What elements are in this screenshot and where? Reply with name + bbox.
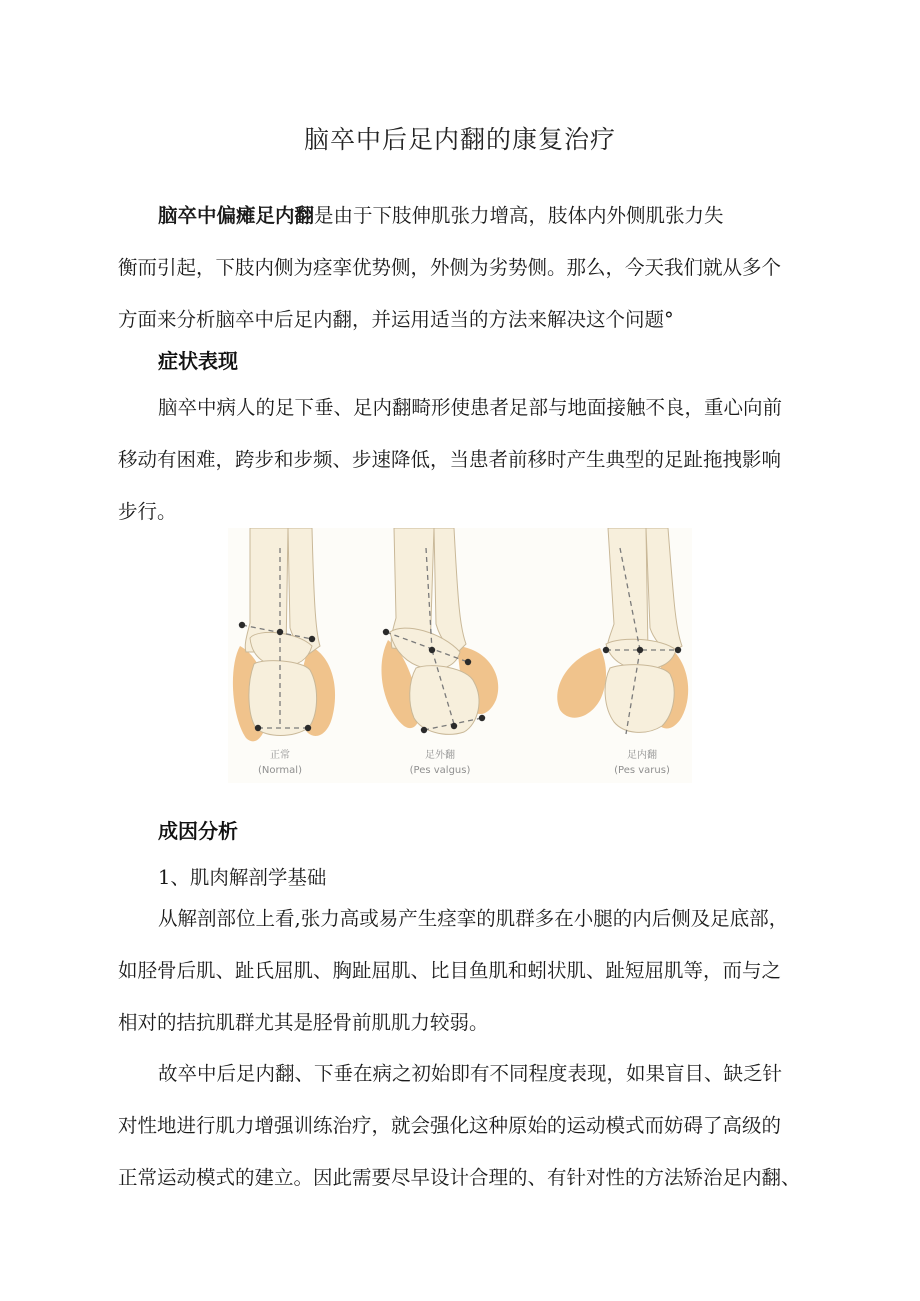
intro-line3: 方面来分析脑卒中后足内翻，并运用适当的方法来解决这个问题° [118, 308, 674, 331]
valgus-marker [451, 723, 457, 729]
subheading-anatomy: 1、肌肉解剖学基础 [158, 866, 327, 889]
valgus-label-cn: 足外翻 [425, 750, 455, 761]
treatment-line1: 故卒中后足内翻、下垂在病之初始即有不同程度表现，如果盲目、缺乏针 [158, 1062, 783, 1085]
varus-marker [675, 647, 681, 653]
normal-marker [305, 725, 311, 731]
valgus-marker [383, 629, 389, 635]
symptoms-paragraph [118, 382, 808, 538]
varus-tibia [607, 528, 648, 652]
anatomy-line3: 相对的拮抗肌群尤其是胫骨前肌肌力较弱。 [118, 1011, 489, 1034]
valgus-calcaneus [410, 666, 479, 735]
intro-line1: 是由于下肢伸肌张力增高，肢体内外侧肌张力失 [314, 204, 724, 227]
normal-calcaneus [249, 661, 317, 736]
normal-marker [277, 629, 283, 635]
valgus-marker [465, 659, 471, 665]
section-heading-symptoms: 症状表现 [158, 349, 238, 373]
normal-marker [239, 622, 245, 628]
symptoms-line3: 步行。 [118, 500, 177, 523]
foot-alignment-figure [228, 528, 692, 783]
treatment-line3: 正常运动模式的建立。因此需要尽早设计合理的、有针对性的方法矫治足内翻、 [118, 1166, 801, 1189]
varus-marker [637, 647, 643, 653]
normal-marker [255, 725, 261, 731]
varus-calcaneus [605, 665, 674, 733]
varus-label-en: (Pes varus) [614, 765, 670, 776]
intro-lead: 脑卒中偏瘫足内翻 [158, 204, 315, 227]
page-title: 脑卒中后足内翻的康复治疗 [303, 125, 616, 154]
intro-line2: 衡而引起，下肢内侧为痉挛优势侧，外侧为劣势侧。那么，今天我们就从多个 [118, 256, 782, 279]
varus-label-cn: 足内翻 [627, 750, 657, 761]
valgus-marker [479, 715, 485, 721]
varus-marker [603, 647, 609, 653]
intro-paragraph [118, 190, 808, 346]
valgus-marker [421, 727, 427, 733]
normal-marker [309, 636, 315, 642]
normal-label-cn: 正常 [270, 750, 290, 761]
anatomy-line2: 如胫骨后肌、趾氏屈肌、胸趾屈肌、比目鱼肌和蚓状肌、趾短屈肌等，而与之 [118, 959, 782, 982]
symptoms-line2: 移动有困难，跨步和步频、步速降低，当患者前移时产生典型的足趾拖拽影响 [118, 448, 782, 471]
treatment-line2: 对性地进行肌力增强训练治疗，就会强化这种原始的运动模式而妨碍了高级的 [118, 1114, 782, 1137]
normal-label-en: (Normal) [258, 765, 302, 776]
anatomy-paragraph [118, 893, 808, 1049]
treatment-paragraph [118, 1048, 808, 1204]
symptoms-line1: 脑卒中病人的足下垂、足内翻畸形使患者足部与地面接触不良，重心向前 [158, 396, 783, 419]
section-heading-causes: 成因分析 [158, 819, 238, 843]
valgus-label-en: (Pes valgus) [409, 765, 471, 776]
anatomy-line1: 从解剖部位上看,张力高或易产生痉挛的肌群多在小腿的内后侧及足底部， [158, 907, 789, 930]
valgus-marker [429, 647, 435, 653]
